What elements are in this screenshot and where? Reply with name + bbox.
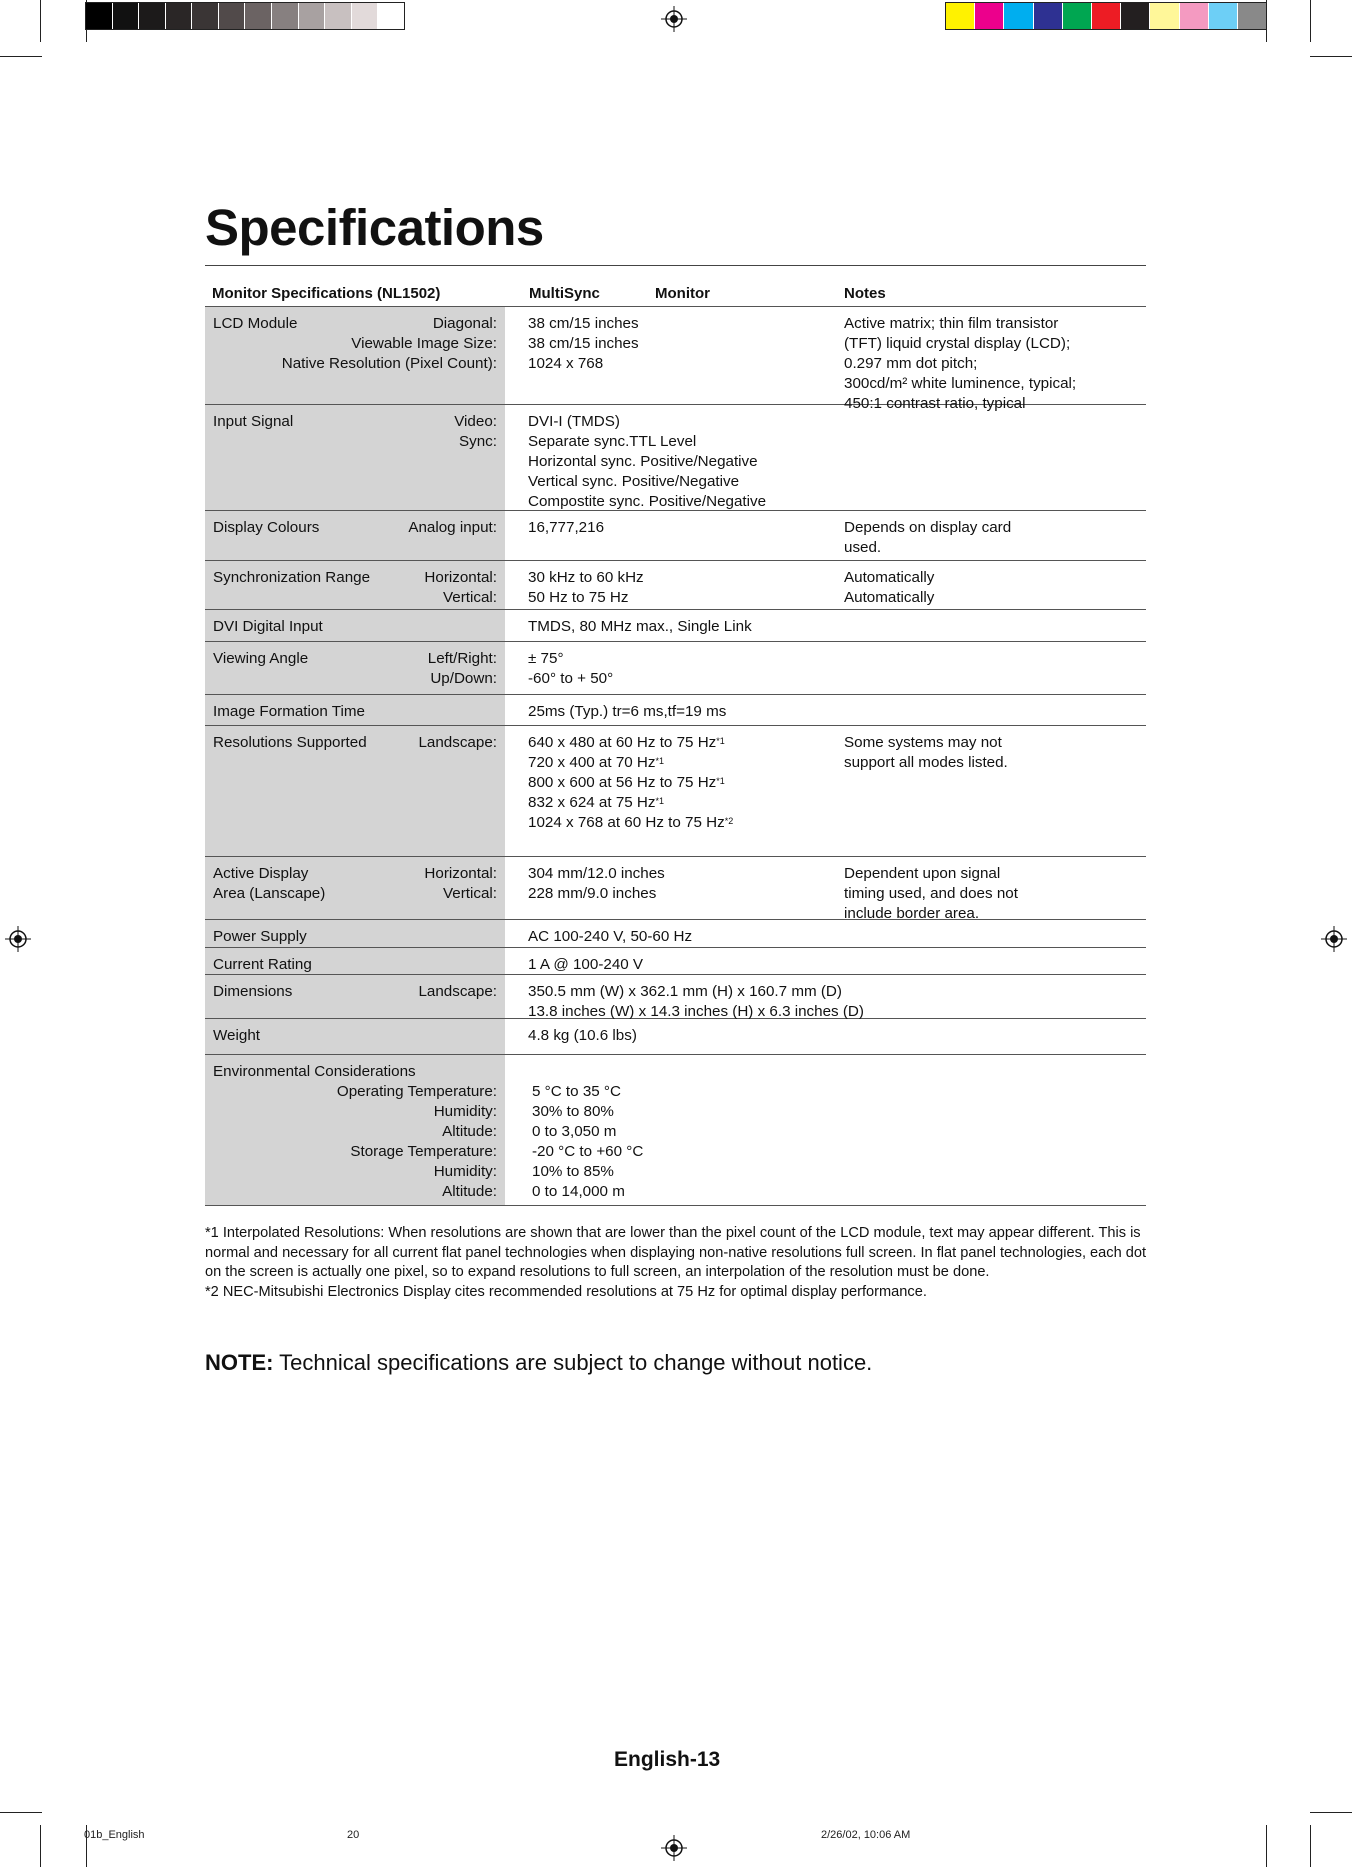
header-multisync: MultiSync xyxy=(529,285,600,302)
row-sublabel: Humidity: xyxy=(433,1103,497,1120)
row-sublabel: Horizontal: xyxy=(424,569,497,586)
row-sublabel: Humidity: xyxy=(433,1163,497,1180)
row-label xyxy=(213,702,365,722)
row-label-text: Area (Lanscape) xyxy=(213,885,326,902)
color-swatch xyxy=(1004,3,1033,29)
row-sublabel: Landscape: xyxy=(418,983,497,1000)
row-label-text: DVI Digital Input xyxy=(213,618,323,635)
row-sublabel: Storage Temperature: xyxy=(350,1143,497,1160)
color-swatch xyxy=(166,3,193,29)
row-sublabels xyxy=(418,733,497,753)
color-swatch xyxy=(352,3,379,29)
row-value xyxy=(532,1122,643,1142)
row-note: 300cd/m² white luminence, typical; xyxy=(844,375,1077,392)
row-notes xyxy=(844,314,1144,414)
color-swatch xyxy=(1121,3,1150,29)
row-sublabels xyxy=(282,314,497,374)
color-swatch xyxy=(1238,3,1266,29)
row-value xyxy=(528,733,733,753)
color-swatch xyxy=(219,3,246,29)
row-value-text: 50 Hz to 75 Hz xyxy=(528,589,629,606)
row-note: 0.297 mm dot pitch; xyxy=(844,355,978,372)
row-value xyxy=(528,314,639,334)
row-sublabel: Operating Temperature: xyxy=(336,1083,497,1100)
row-value xyxy=(528,773,733,793)
row-value-text: AC 100-240 V, 50-60 Hz xyxy=(528,928,693,945)
row-sublabel: Vertical: xyxy=(442,885,497,902)
row-sublabel: Horizontal: xyxy=(424,865,497,882)
table-row xyxy=(205,726,1146,857)
row-note: Automatically xyxy=(844,589,935,606)
table-row xyxy=(205,948,1146,975)
row-label xyxy=(213,955,312,975)
row-sublabel: Altitude: xyxy=(442,1123,497,1140)
row-value-text: 10% to 85% xyxy=(532,1163,614,1180)
row-notes xyxy=(844,568,1144,608)
page-number: English-13 xyxy=(614,1748,721,1771)
row-value xyxy=(528,864,665,884)
row-value xyxy=(528,669,613,689)
table-row xyxy=(205,511,1146,561)
row-value xyxy=(528,432,766,452)
row-note: Some systems may not xyxy=(844,734,1002,751)
slug-page: 20 xyxy=(347,1829,360,1841)
row-value-text: 228 mm/9.0 inches xyxy=(528,885,657,902)
color-swatch xyxy=(1063,3,1092,29)
color-swatch xyxy=(325,3,352,29)
header-monitor: Monitor xyxy=(655,285,710,302)
row-label-text: Power Supply xyxy=(213,928,307,945)
row-value xyxy=(528,955,643,975)
row-note: 450:1 contrast ratio, typical xyxy=(844,395,1026,412)
row-sublabels xyxy=(424,864,497,904)
row-note: Automatically xyxy=(844,569,935,586)
row-label-text: Active Display xyxy=(213,865,309,882)
row-values xyxy=(528,568,644,608)
color-swatch xyxy=(113,3,140,29)
row-value-text: 38 cm/15 inches xyxy=(528,335,639,352)
row-values xyxy=(528,955,643,975)
title-divider xyxy=(205,265,1146,266)
row-note: Active matrix; thin film transistor xyxy=(844,315,1059,332)
table-row xyxy=(205,920,1146,948)
row-value xyxy=(528,1026,637,1046)
row-label-text: Display Colours xyxy=(213,519,320,536)
row-sublabels xyxy=(428,649,497,689)
color-swatch-bar xyxy=(945,2,1267,30)
slug-datetime: 2/26/02, 10:06 AM xyxy=(821,1829,911,1841)
row-label-text: Environmental Considerations xyxy=(213,1063,416,1080)
row-sublabels xyxy=(424,568,497,608)
row-sublabel: Analog input: xyxy=(408,519,497,536)
row-note: (TFT) liquid crystal display (LCD); xyxy=(844,335,1071,352)
color-swatch xyxy=(1092,3,1121,29)
color-swatch xyxy=(378,3,404,29)
row-value-text: 832 x 624 at 75 Hz xyxy=(528,794,656,811)
row-note: Dependent upon signal xyxy=(844,865,1001,882)
footnote-mark: *1 xyxy=(655,796,665,806)
row-value-text: 800 x 600 at 56 Hz to 75 Hz xyxy=(528,774,717,791)
footnote-mark: *1 xyxy=(716,776,725,786)
row-value xyxy=(532,1162,643,1182)
row-label xyxy=(213,1026,260,1046)
row-value xyxy=(532,1102,643,1122)
row-values xyxy=(528,864,665,904)
row-label xyxy=(213,412,293,432)
row-value-text: 640 x 480 at 60 Hz to 75 Hz xyxy=(528,734,717,751)
note-prefix: NOTE: xyxy=(205,1350,274,1375)
row-values xyxy=(528,1026,637,1046)
row-sublabels xyxy=(418,982,497,1002)
footnotes xyxy=(205,1224,1150,1302)
row-value-text: 0 to 14,000 m xyxy=(532,1183,625,1200)
color-swatch xyxy=(1180,3,1209,29)
row-label xyxy=(213,649,308,669)
row-value xyxy=(528,412,766,432)
registration-mark-icon xyxy=(661,6,687,32)
row-sublabel: Viewable Image Size: xyxy=(351,335,497,352)
header-notes: Notes xyxy=(844,285,886,302)
color-swatch xyxy=(299,3,326,29)
spec-table xyxy=(205,278,1146,1206)
color-swatch xyxy=(1209,3,1238,29)
row-notes xyxy=(844,864,1144,924)
row-notes xyxy=(844,518,1144,558)
row-note: Depends on display card xyxy=(844,519,1012,536)
row-sublabel: Video: xyxy=(454,413,497,430)
row-label-text: Input Signal xyxy=(213,413,294,430)
row-value-text: -60° to + 50° xyxy=(528,670,614,687)
row-value xyxy=(528,472,766,492)
row-label xyxy=(213,864,325,904)
row-value-text: 30% to 80% xyxy=(532,1103,614,1120)
color-swatch xyxy=(86,3,113,29)
row-value-text: 25ms (Typ.) tr=6 ms,tf=19 ms xyxy=(528,703,727,720)
row-value xyxy=(528,354,639,374)
row-value-text: 16,777,216 xyxy=(528,519,605,536)
row-value xyxy=(532,1142,643,1162)
row-label xyxy=(213,733,367,753)
registration-mark-icon xyxy=(661,1835,687,1861)
row-values xyxy=(528,314,639,374)
color-swatch xyxy=(245,3,272,29)
row-values xyxy=(528,982,864,1022)
footnote-mark: *1 xyxy=(655,756,665,766)
slug-file: 01b_English xyxy=(84,1829,145,1841)
table-row xyxy=(205,561,1146,610)
row-value-text: 1 A @ 100-240 V xyxy=(528,956,644,973)
row-label-text: Synchronization Range xyxy=(213,569,371,586)
row-value-text: DVI-I (TMDS) xyxy=(528,413,620,430)
row-value xyxy=(528,813,733,833)
color-swatch xyxy=(975,3,1004,29)
row-values xyxy=(532,1082,643,1202)
registration-mark-icon xyxy=(5,926,31,952)
row-value-text: 30 kHz to 60 kHz xyxy=(528,569,644,586)
row-values xyxy=(528,518,604,538)
row-value xyxy=(528,793,733,813)
change-notice xyxy=(205,1350,872,1376)
row-value-text: 4.8 kg (10.6 lbs) xyxy=(528,1027,637,1044)
row-value-text: 13.8 inches (W) x 14.3 inches (H) x 6.3 inches (D) xyxy=(528,1003,864,1020)
row-value xyxy=(528,884,665,904)
table-row xyxy=(205,1055,1146,1206)
registration-mark-icon xyxy=(1321,926,1347,952)
row-value-text: Horizontal sync. Positive/Negative xyxy=(528,453,758,470)
row-value xyxy=(528,452,766,472)
row-values xyxy=(528,927,692,947)
row-label xyxy=(213,927,307,947)
table-header xyxy=(205,278,1146,307)
row-note: support all modes listed. xyxy=(844,754,1008,771)
color-swatch xyxy=(1034,3,1063,29)
row-value xyxy=(528,649,613,669)
row-sublabel: Sync: xyxy=(459,433,497,450)
color-swatch xyxy=(192,3,219,29)
row-values xyxy=(528,733,733,833)
row-value xyxy=(528,617,752,637)
table-row xyxy=(205,642,1146,695)
row-value xyxy=(528,753,733,773)
footnote-2: *2 NEC-Mitsubishi Electronics Display cites recommended resolutions at 75 Hz for optimal display performance. xyxy=(205,1283,927,1300)
table-row xyxy=(205,405,1146,511)
row-value-text: Vertical sync. Positive/Negative xyxy=(528,473,740,490)
row-value xyxy=(528,518,604,538)
row-note: timing used, and does not xyxy=(844,885,1018,902)
row-values xyxy=(528,412,766,512)
row-value-text: TMDS, 80 MHz max., Single Link xyxy=(528,618,752,635)
row-label xyxy=(213,1062,416,1082)
row-label xyxy=(213,568,370,588)
row-values xyxy=(528,649,613,689)
row-value-text: 350.5 mm (W) x 362.1 mm (H) x 160.7 mm (D) xyxy=(528,983,842,1000)
row-sublabel: Left/Right: xyxy=(427,650,497,667)
note-text: Technical specifications are subject to change without notice. xyxy=(279,1350,873,1375)
table-row xyxy=(205,1019,1146,1055)
row-value-text: Separate sync.TTL Level xyxy=(528,433,697,450)
row-value-text: 1024 x 768 xyxy=(528,355,604,372)
row-label-text: Dimensions xyxy=(213,983,293,1000)
row-label xyxy=(213,982,292,1002)
row-value-text: 1024 x 768 at 60 Hz to 75 Hz xyxy=(528,814,725,831)
row-sublabels xyxy=(337,1082,497,1202)
row-label-text: Image Formation Time xyxy=(213,703,365,720)
row-value xyxy=(532,1082,643,1102)
row-notes xyxy=(844,733,1144,773)
row-value-text: 5 °C to 35 °C xyxy=(532,1083,621,1100)
header-spec: Monitor Specifications (NL1502) xyxy=(212,285,441,302)
row-label-text: Viewing Angle xyxy=(213,650,309,667)
row-sublabel: Altitude: xyxy=(442,1183,497,1200)
row-sublabel: Native Resolution (Pixel Count): xyxy=(281,355,497,372)
row-sublabel: Up/Down: xyxy=(430,670,497,687)
row-note: include border area. xyxy=(844,905,980,922)
footnote-mark: *2 xyxy=(724,816,734,826)
row-value-text: 304 mm/12.0 inches xyxy=(528,865,665,882)
page-title: Specifications xyxy=(205,199,544,256)
table-row xyxy=(205,975,1146,1019)
color-swatch xyxy=(272,3,299,29)
gray-swatch-bar xyxy=(85,2,405,30)
row-value xyxy=(528,588,644,608)
row-label-text: Resolutions Supported xyxy=(213,734,367,751)
color-swatch xyxy=(946,3,975,29)
row-values xyxy=(528,702,726,722)
row-label-text: Current Rating xyxy=(213,956,312,973)
row-label-text: Weight xyxy=(213,1027,260,1044)
row-label-text: LCD Module xyxy=(213,315,298,332)
table-row xyxy=(205,695,1146,726)
row-value-text: ± 75° xyxy=(528,650,564,667)
row-value-text: -20 °C to +60 °C xyxy=(532,1143,644,1160)
row-sublabels xyxy=(408,518,497,538)
table-row xyxy=(205,857,1146,920)
row-value xyxy=(528,982,864,1002)
table-body xyxy=(205,307,1146,1206)
row-value xyxy=(528,927,692,947)
color-swatch xyxy=(1150,3,1179,29)
row-note: used. xyxy=(844,539,882,556)
row-value xyxy=(528,334,639,354)
row-value xyxy=(528,492,766,512)
row-sublabel: Diagonal: xyxy=(432,315,497,332)
row-label xyxy=(213,518,319,538)
footnote-1: *1 Interpolated Resolutions: When resolutions are shown that are lower than the pixel count of the LCD module, text may appear different. This is normal and necessary for all current flat panel technologies when displaying non-native resolutions full screen. In flat panel technologies, each dot on the screen is actually one pixel, so to expand resolutions to full screen, an interpolation of the resolution must be done. xyxy=(205,1225,1147,1280)
row-value-text: 0 to 3,050 m xyxy=(532,1123,617,1140)
row-value-text: Compostite sync. Positive/Negative xyxy=(528,493,767,510)
row-value-text: 720 x 400 at 70 Hz xyxy=(528,754,656,771)
row-sublabel: Landscape: xyxy=(418,734,497,751)
row-label xyxy=(213,617,323,637)
row-value-text: 38 cm/15 inches xyxy=(528,315,639,332)
row-sublabel: Vertical: xyxy=(442,589,497,606)
row-value xyxy=(528,702,726,722)
footnote-mark: *1 xyxy=(716,736,725,746)
row-values xyxy=(528,617,752,637)
row-sublabels xyxy=(454,412,497,452)
table-row xyxy=(205,307,1146,412)
row-value xyxy=(528,568,644,588)
table-row xyxy=(205,610,1146,642)
row-value xyxy=(532,1182,643,1202)
color-swatch xyxy=(139,3,166,29)
